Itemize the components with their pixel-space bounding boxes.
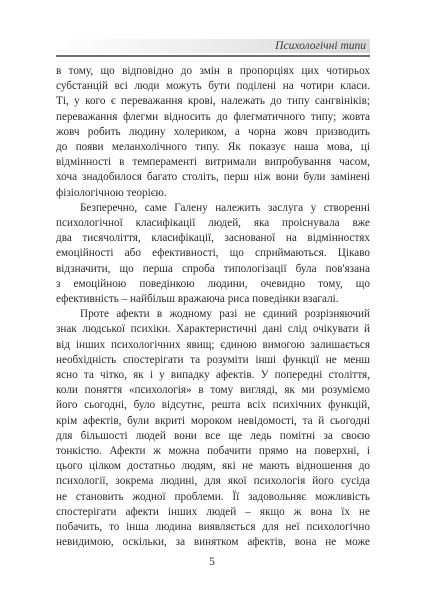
text-line: знак людської психіки. Характеристичні дані слід очікувати й (56, 323, 370, 336)
text-line: емоційності або ефективності, що сприймаються. Цікаво (56, 247, 370, 260)
text-line: спостерігати афекти інших людей – якщо ж вона їх не (56, 505, 370, 518)
text-line: жовч робить людину холериком, а чорна жовч призводить (56, 125, 370, 138)
page-number: 5 (209, 556, 215, 568)
text-line: хоча знадобилося багато століть, перш ніж вони були замінені (56, 171, 370, 184)
text-line: відмінності в темпераменті витримали випробування часом, (56, 156, 370, 169)
header-title: Психологічні типи (275, 40, 366, 52)
text-line: побачить, то інша людина виявляється для неї психологічно (56, 521, 370, 534)
text-line: його сьогодні, було відсутнє, решта всіх психічних функцій, (56, 399, 370, 412)
text-line: субстанцій всі люди можуть бути поділені на чотири класи. (56, 80, 370, 93)
text-line: переважання флегми відносить до флегматичного типу; жовта (56, 110, 370, 123)
text-line: до появи меланхолічного типу. Як показує наша мова, ці (56, 141, 370, 154)
text-line: ефективність – найбільш вражаюча риса поведінки взагалі. (56, 293, 339, 306)
text-line: в тому, що відповідно до змін в пропорціях цих чотирьох (56, 65, 370, 77)
text-line: від інших психологічних явищ; єдиною вимогою залишається (56, 338, 370, 351)
paragraph (56, 307, 370, 550)
paragraph (56, 201, 370, 307)
text-line: відзначити, що перша спроба типологізації була пов'язана (56, 262, 370, 275)
text-line: психології, зокрема людині, для якої психологія його сусіда (56, 475, 370, 488)
text-line: Проте афекти в жодному разі не єдиний розрізняючий (80, 308, 370, 321)
text-line: тонкістю. Афекти ж можна побачити прямо на поверхні, і (56, 445, 370, 458)
text-line: два тисячоліття, класифікації, заснованої на відмінностях (56, 232, 370, 245)
text-line: не становить жодної проблеми. Її задовольняє можливість (56, 490, 370, 503)
header-rule (56, 55, 370, 57)
text-line: невидимою, оскільки, за винятком афектів, вона не може (56, 536, 370, 549)
text-line: Ті, у кого є переважання крові, належать до типу сангвініків; (56, 95, 370, 108)
text-line: крім афектів, були вкриті мороком невідомості, та й сьогодні (56, 414, 370, 427)
text-line: ясно та чітко, як і у випадку афектів. У попередні століття, (56, 369, 370, 382)
text-line: психологічної класифікації людей, яка проіснувала вже (56, 217, 370, 230)
text-line: цього цілком достатньо людям, які не мають відношення до (56, 460, 370, 473)
text-line: з емоційною поведінкою людини, очевидно тому, що (56, 277, 370, 290)
body-text (56, 64, 370, 551)
text-line: Безперечно, саме Галену належить заслуга у створенні (80, 201, 370, 214)
text-line: для більшості людей вони все ще ледь помітні за своєю (56, 429, 370, 442)
paragraph (56, 64, 370, 201)
text-line: коли поняття «психологія» в тому вигляді, як ми розуміємо (56, 384, 370, 397)
text-line: необхідність спостерігати та розуміти інші функції не менш (56, 353, 370, 366)
text-line: фізіологічною теорією. (56, 186, 167, 199)
